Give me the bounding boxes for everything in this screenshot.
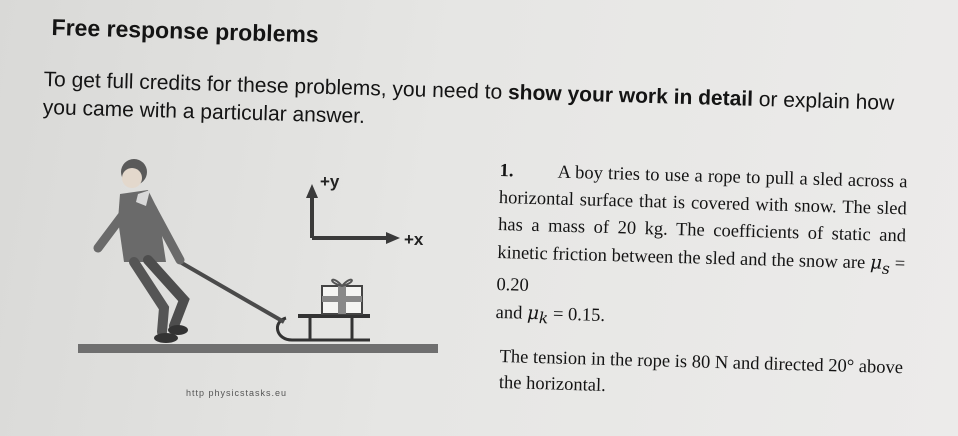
- ground: [78, 344, 438, 353]
- sled: [277, 316, 370, 340]
- y-axis-arrowhead: [306, 184, 318, 198]
- instructions-text-1: To get full credits for these problems, you need to: [43, 67, 509, 104]
- image-credit: http physicstasks.eu: [186, 388, 288, 398]
- mu-k-value: = 0.15.: [548, 304, 606, 326]
- problem-1-statement: [495, 158, 908, 343]
- gift-box: [322, 280, 362, 314]
- and-text: and: [495, 302, 528, 324]
- problem-text: A boy tries to use a rope to pull a sled across a horizontal surface that is covered with snow. The sled has a mass of 20 kg. The coefficients of static and kinetic friction between the sled and the snow are: [497, 162, 908, 274]
- tension-text: The tension in the rope is 80 N and directed 20° above the horizontal.: [498, 346, 904, 396]
- y-axis-label: +y: [320, 172, 340, 191]
- mu-s-symbol: μ: [869, 252, 883, 274]
- problem-1-tension: [499, 344, 908, 407]
- sled-illustration: [70, 150, 450, 420]
- mu-s-value: = 0.20: [496, 253, 906, 296]
- problem-number: 1.: [499, 160, 514, 182]
- instructions-emphasis: show your work in detail: [507, 80, 754, 111]
- page-title: Free response problems: [51, 14, 320, 48]
- instructions: [42, 66, 923, 147]
- mu-k-symbol: μ: [526, 302, 540, 324]
- x-axis-arrowhead: [386, 232, 400, 244]
- rope: [180, 262, 284, 322]
- axes: [312, 196, 388, 238]
- sled-figure: [70, 150, 450, 420]
- mu-s-subscript: s: [881, 259, 891, 278]
- instructions-text-2: or explain how you came with a particular answer.: [42, 87, 895, 128]
- problem-1: [495, 158, 908, 343]
- mu-k-subscript: k: [538, 309, 549, 328]
- x-axis-label: +x: [404, 230, 424, 249]
- boy: [98, 159, 188, 343]
